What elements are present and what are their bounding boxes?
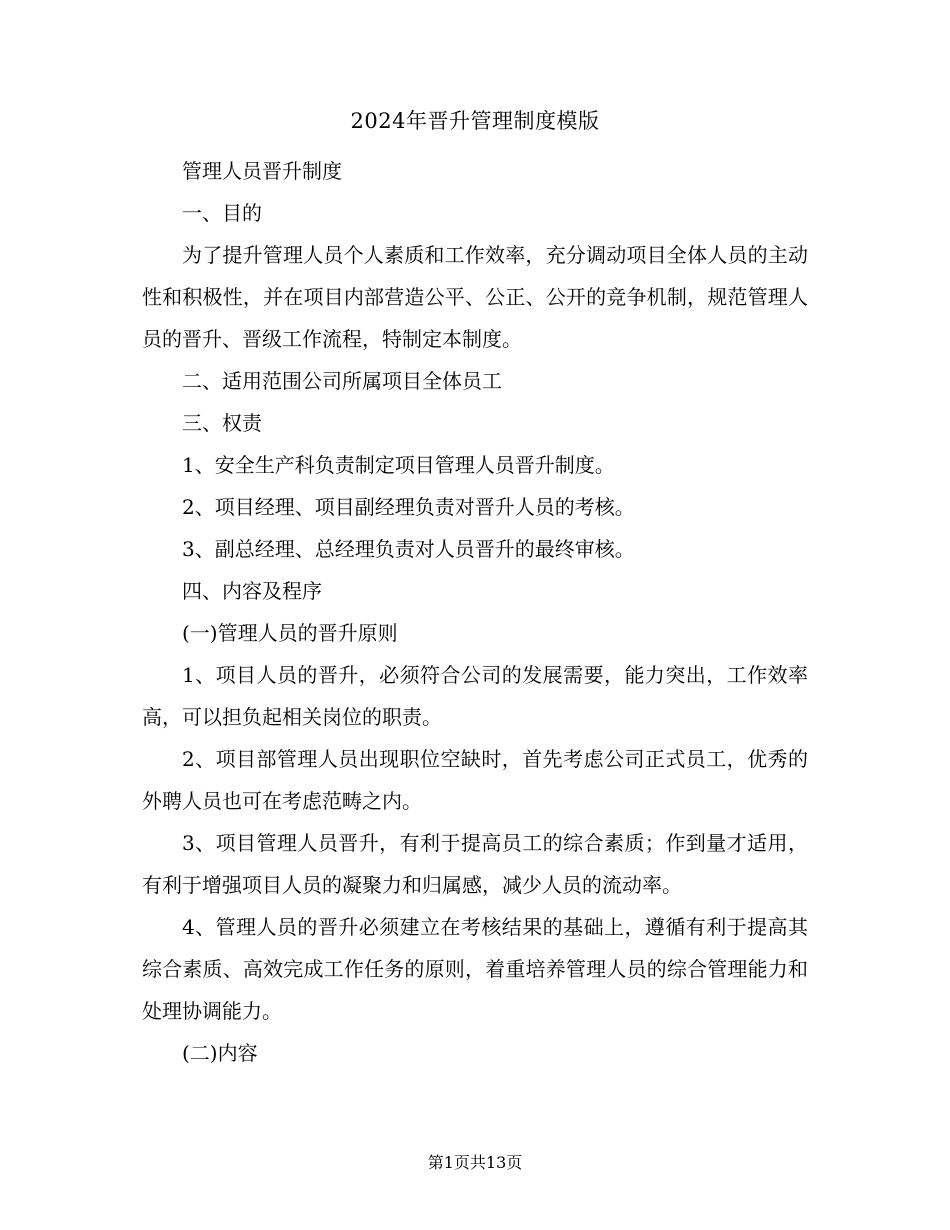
paragraph-section-scope: 二、适用范围公司所属项目全体员工 [182, 369, 502, 393]
paragraph-subsection-principles: (一)管理人员的晋升原则 [182, 621, 398, 645]
paragraph-section-responsibility: 三、权责 [182, 411, 262, 435]
document-body [142, 150, 808, 1074]
paragraph-principle-3: 3、项目管理人员晋升，有利于提高员工的综合素质；作到量才适用，有利于增强项目人员的凝聚力和归属感，减少人员的流动率。 [142, 831, 808, 897]
paragraph-purpose-text: 为了提升管理人员个人素质和工作效率，充分调动项目全体人员的主动性和积极性，并在项目内部营造公平、公正、公开的竞争机制，规范管理人员的晋升、晋级工作流程，特制定本制度。 [142, 243, 808, 351]
paragraph-responsibility-3: 3、副总经理、总经理负责对人员晋升的最终审核。 [182, 537, 635, 561]
paragraph-section-purpose: 一、目的 [182, 201, 262, 225]
paragraph-subsection-content: (二)内容 [182, 1041, 258, 1065]
paragraph-responsibility-1: 1、安全生产科负责制定项目管理人员晋升制度。 [182, 453, 615, 477]
page-footer: 第1页共13页 [427, 1153, 523, 1172]
paragraph-principle-2: 2、项目部管理人员出现职位空缺时，首先考虑公司正式员工，优秀的外聘人员也可在考虑范畴之内。 [142, 747, 808, 813]
paragraph-responsibility-2: 2、项目经理、项目副经理负责对晋升人员的考核。 [182, 495, 635, 519]
paragraph-section-content: 四、内容及程序 [182, 579, 322, 603]
paragraph-principle-4: 4、管理人员的晋升必须建立在考核结果的基础上，遵循有利于提高其综合素质、高效完成工作任务的原则，着重培养管理人员的综合管理能力和处理协调能力。 [142, 915, 808, 1023]
document-title: 2024年晋升管理制度模版 [350, 109, 600, 133]
paragraph-principle-1: 1、项目人员的晋升，必须符合公司的发展需要，能力突出，工作效率高，可以担负起相关岗位的职责。 [142, 663, 808, 729]
paragraph-heading-system: 管理人员晋升制度 [182, 159, 342, 183]
